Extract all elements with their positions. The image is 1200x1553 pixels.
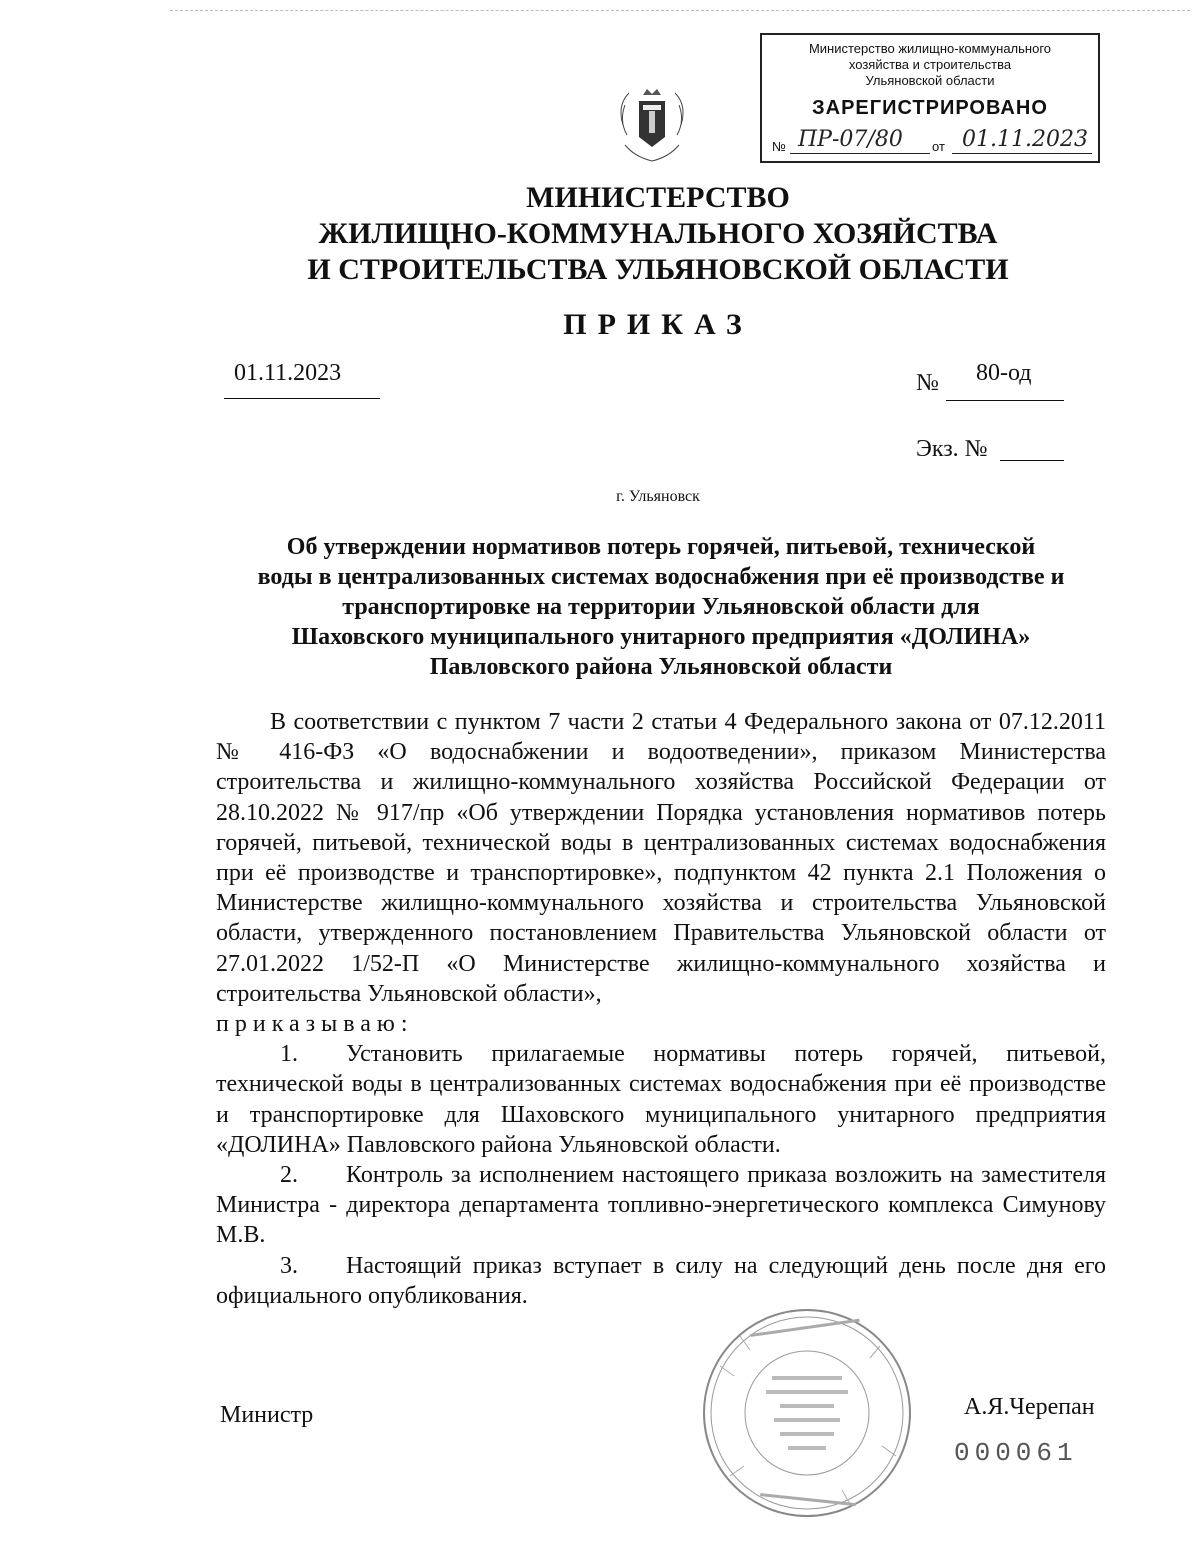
number-underline: [946, 400, 1064, 401]
registration-date-label: от: [932, 139, 945, 154]
registration-number-underline: [790, 153, 930, 154]
order-item-number: 2.: [280, 1162, 298, 1189]
registration-number-value: ПР-07/80: [798, 127, 903, 152]
order-subject: [214, 532, 1108, 682]
subject-line: Об утверждении нормативов потерь горячей, питьевой, технической: [286, 534, 1036, 560]
subject-line: воды в централизованных системах водоснабжения при её производстве и: [257, 564, 1065, 590]
registration-number-line: [772, 127, 1088, 161]
order-item-number: 3.: [280, 1252, 298, 1279]
order-item: [216, 1039, 1106, 1160]
copy-number-label: Экз. №: [916, 436, 988, 462]
order-number: 80-од: [976, 360, 1032, 386]
subject-line: Павловского района Ульяновской области: [429, 654, 893, 680]
registration-date-value: 01.11.2023: [962, 127, 1088, 152]
order-item-text: Контроль за исполнением настоящего приказа возложить на заместителя Министра - директора департамента топливно-энергетического комплекса Симунову М.В.: [216, 1162, 1106, 1249]
ministry-line: ЖИЛИЩНО-КОММУНАЛЬНОГО ХОЗЯЙСТВА: [318, 217, 998, 250]
signatory-name: А.Я.Черепан: [964, 1394, 1095, 1420]
copy-number-underline: [1000, 460, 1064, 461]
order-body: [216, 707, 1106, 1311]
order-date: 01.11.2023: [234, 360, 342, 386]
stamp-org-line: хозяйства и строительства: [848, 57, 1012, 72]
order-word: приказываю:: [216, 1011, 414, 1038]
subject-line: Шаховского муниципального унитарного предприятия «ДОЛИНА»: [291, 624, 1031, 650]
registration-date-underline: [952, 153, 1092, 154]
document-type-title: ПРИКАЗ: [563, 308, 753, 341]
order-number-label: №: [916, 370, 939, 396]
registration-stamp: [760, 33, 1100, 163]
subject-line: транспортировке на территории Ульяновской области для: [342, 594, 980, 620]
order-item: [216, 1160, 1106, 1251]
registration-number-label: №: [772, 139, 786, 154]
serial-number: 000061: [954, 1438, 1078, 1468]
official-seal-icon: [700, 1306, 914, 1520]
preamble-paragraph: В соответствии с пунктом 7 части 2 статьи 4 Федерального закона от 07.12.2011 № 416-ФЗ «О водоснабжении и водоотведении», приказом Министерства строительства и жилищно-коммунального хозяйства Российской Федерации от 28.10.2022 № 917/пр «Об утверждении Порядка установления нормативов потерь горячей, питьевой, технической воды в централизованных системах водоснабжения при её производстве и транспортировке», подпунктом 42 пункта 2.1 Положения о Министерстве жилищно-коммунального хозяйства и строительства Ульяновской области, утвержденного постановлением Правительства Ульяновской области от 27.01.2022 1/52-П «О Министерстве жилищно-коммунального хозяйства и строительства Ульяновской области»,: [216, 709, 1106, 1007]
order-item: [216, 1251, 1106, 1311]
ministry-line: И СТРОИТЕЛЬСТВА УЛЬЯНОВСКОЙ ОБЛАСТИ: [307, 253, 1009, 286]
ministry-line: МИНИСТЕРСТВО: [526, 181, 790, 214]
order-item-number: 1.: [280, 1041, 298, 1068]
order-item-text: Установить прилагаемые нормативы потерь горячей, питьевой, технической воды в централизованных системах водоснабжения при её производстве и транспортировке для Шаховского муниципального унитарного предприятия «ДОЛИНА» Павловского района Ульяновской области.: [216, 1041, 1106, 1158]
stamp-org-line: Ульяновской области: [865, 73, 995, 88]
stamp-org-line: Министерство жилищно-коммунального: [808, 41, 1052, 56]
signatory-position: Министр: [220, 1402, 314, 1428]
scan-artifact-line: [170, 10, 1190, 11]
city: г. Ульяновск: [616, 488, 700, 505]
date-underline: [224, 398, 380, 399]
registration-status: ЗАРЕГИСТРИРОВАНО: [812, 97, 1048, 119]
coat-of-arms-icon: [613, 85, 691, 165]
ministry-header: [0, 180, 1200, 288]
order-item-text: Настоящий приказ вступает в силу на следующий день после дня его официального опубликования.: [216, 1252, 1106, 1309]
registration-stamp-organization: [762, 41, 1098, 89]
